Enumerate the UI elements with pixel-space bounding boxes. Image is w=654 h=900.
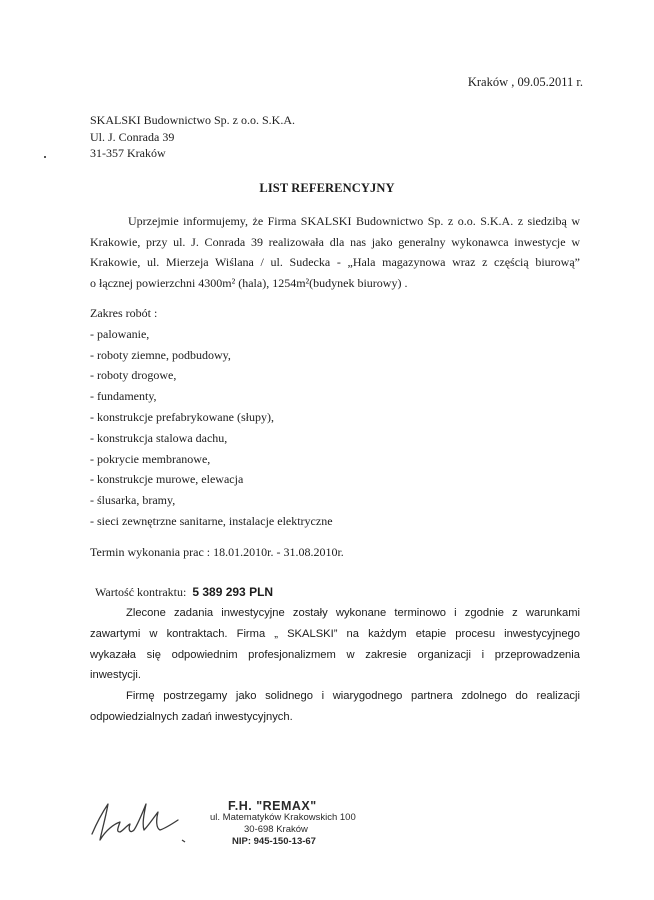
intro-paragraph [90,211,580,293]
recipient-city: 31-357 Kraków [90,146,166,160]
stamp-city: 30-698 Kraków [244,824,308,835]
closing-paragraphs [90,603,580,728]
scope-item: - pokrycie membranowe, [90,451,211,466]
scan-speck [44,156,46,158]
scope-item: - roboty ziemne, podbudowy, [90,347,231,362]
scope-item: - palowanie, [90,326,150,341]
scope-item: - roboty drogowe, [90,368,177,383]
closing-line: zawartymi w kontraktach. Firma „ SKALSKI” na każdym etapie procesu inwestycyjnego [90,627,580,640]
contract-value-line [95,585,273,600]
scope-item: - ślusarka, bramy, [90,493,176,508]
closing-line: wykazała się odpowiednim profesjonalizmem w zakresie organizacji i przeprowadzenia [90,648,580,661]
scope-heading: Zakres robót : [90,306,158,320]
closing-line: Zlecone zadania inwestycyjne zostały wykonane terminowo i zgodnie z warunkami [126,607,580,619]
recipient-address [90,112,295,162]
intro-line: Krakowie, przy ul. J. Conrada 39 realizowała dla nas jako generalny wykonawca inwestycje w [90,234,580,249]
letter-title: LIST REFERENCYJNY [259,181,395,195]
scope-item: - sieci zewnętrzne sanitarne, instalacje elektryczne [90,513,333,528]
contract-label: Wartość kontraktu: [95,585,187,599]
intro-line: Krakowie, ul. Mierzeja Wiślana / ul. Sudecka - „Hala magazynowa wraz z częścią biurową” [90,255,580,269]
intro-line: o łącznej powierzchni 4300m² (hala), 1254m²(budynek biurowy) . [90,275,408,290]
stamp-street: ul. Matematyków Krakowskich 100 [210,812,356,823]
closing-line: inwestycji. [90,669,141,682]
scope-item: - fundamenty, [90,389,157,404]
closing-line: Firmę postrzegamy jako solidnego i wiarygodnego partnera zdolnego do realizacji [126,690,580,703]
stamp-nip: NIP: 945-150-13-67 [232,836,316,847]
handwritten-signature [86,790,196,850]
work-term: Termin wykonania prac : 18.01.2010r. - 31.08.2010r. [90,545,344,559]
scope-list [90,303,333,532]
scope-item: - konstrukcje murowe, elewacja [90,472,244,487]
place-date: Kraków , 09.05.2011 r. [467,75,583,89]
company-stamp [210,800,356,848]
recipient-company: SKALSKI Budownictwo Sp. z o.o. S.K.A. [90,113,296,127]
intro-line: Uprzejmie informujemy, że Firma SKALSKI Budownictwo Sp. z o.o. S.K.A. z siedzibą w [128,214,580,228]
stamp-company-name: F.H. "REMAX" [228,799,317,813]
closing-line: odpowiedzialnych zadań inwestycyjnych. [90,710,293,723]
recipient-street: Ul. J. Conrada 39 [90,129,175,144]
scope-item: - konstrukcja stalowa dachu, [90,430,228,445]
contract-value: 5 389 293 PLN [192,585,274,599]
scope-item: - konstrukcje prefabrykowane (słupy), [90,409,274,424]
